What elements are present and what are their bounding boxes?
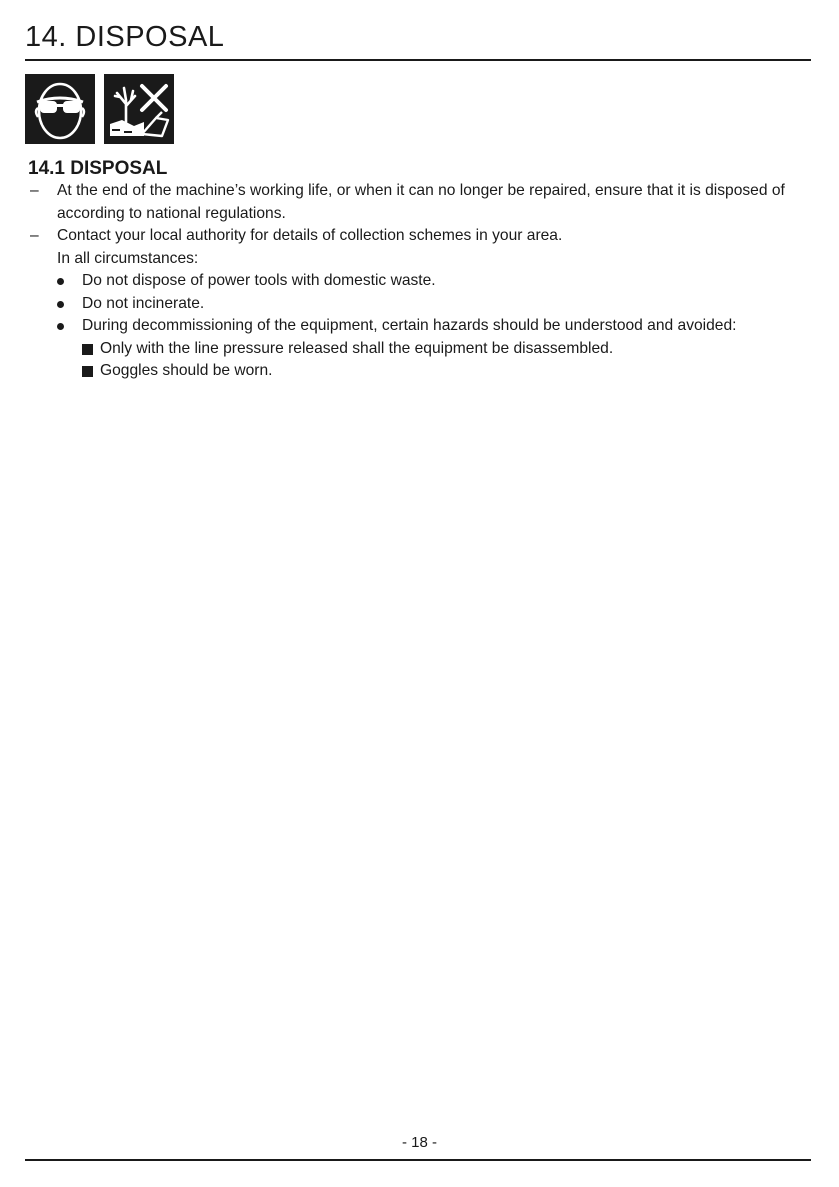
bullet-item-text: During decommissioning of the equipment, certain hazards should be understood and avoided: — [82, 317, 737, 334]
bullet-dot — [57, 323, 64, 330]
bullet-item — [0, 293, 839, 316]
bullet-item-text: Do not incinerate. — [82, 294, 205, 312]
dash-item — [0, 180, 839, 225]
page-number: - 18 - — [401, 1134, 437, 1151]
square-bullet — [82, 344, 93, 355]
intro-text: In all circumstances: — [57, 249, 199, 267]
dash-item-text: At the end of the machine’s working life, or when it can no longer be repaired, ensure that it is disposed of according to national regulations. — [57, 182, 785, 222]
wear-eye-protection-icon — [25, 74, 95, 144]
dash-marker: – — [30, 182, 39, 199]
sub-item-text: Only with the line pressure released shall the equipment be disassembled. — [100, 339, 614, 357]
bullet-dot — [57, 278, 64, 285]
footer-divider — [25, 1159, 811, 1161]
dash-marker: – — [30, 227, 39, 244]
dash-item — [0, 225, 839, 248]
safety-icons — [25, 74, 174, 144]
title-divider — [25, 59, 811, 61]
disposal-content — [0, 180, 839, 383]
environmental-hazard-icon — [104, 74, 174, 144]
sub-item-text: Goggles should be worn. — [100, 362, 273, 379]
page-title: 14. DISPOSAL — [25, 21, 225, 53]
square-bullet — [82, 366, 93, 377]
section-heading: 14.1 DISPOSAL — [28, 158, 168, 179]
bullet-item-text: Do not dispose of power tools with domestic waste. — [82, 272, 436, 289]
dash-item-text: Contact your local authority for details of collection schemes in your area. — [57, 227, 563, 244]
sub-item — [0, 360, 839, 383]
bullet-dot — [57, 301, 64, 308]
bullet-item — [0, 270, 839, 293]
sub-item — [0, 338, 839, 361]
bullet-item — [0, 315, 839, 338]
